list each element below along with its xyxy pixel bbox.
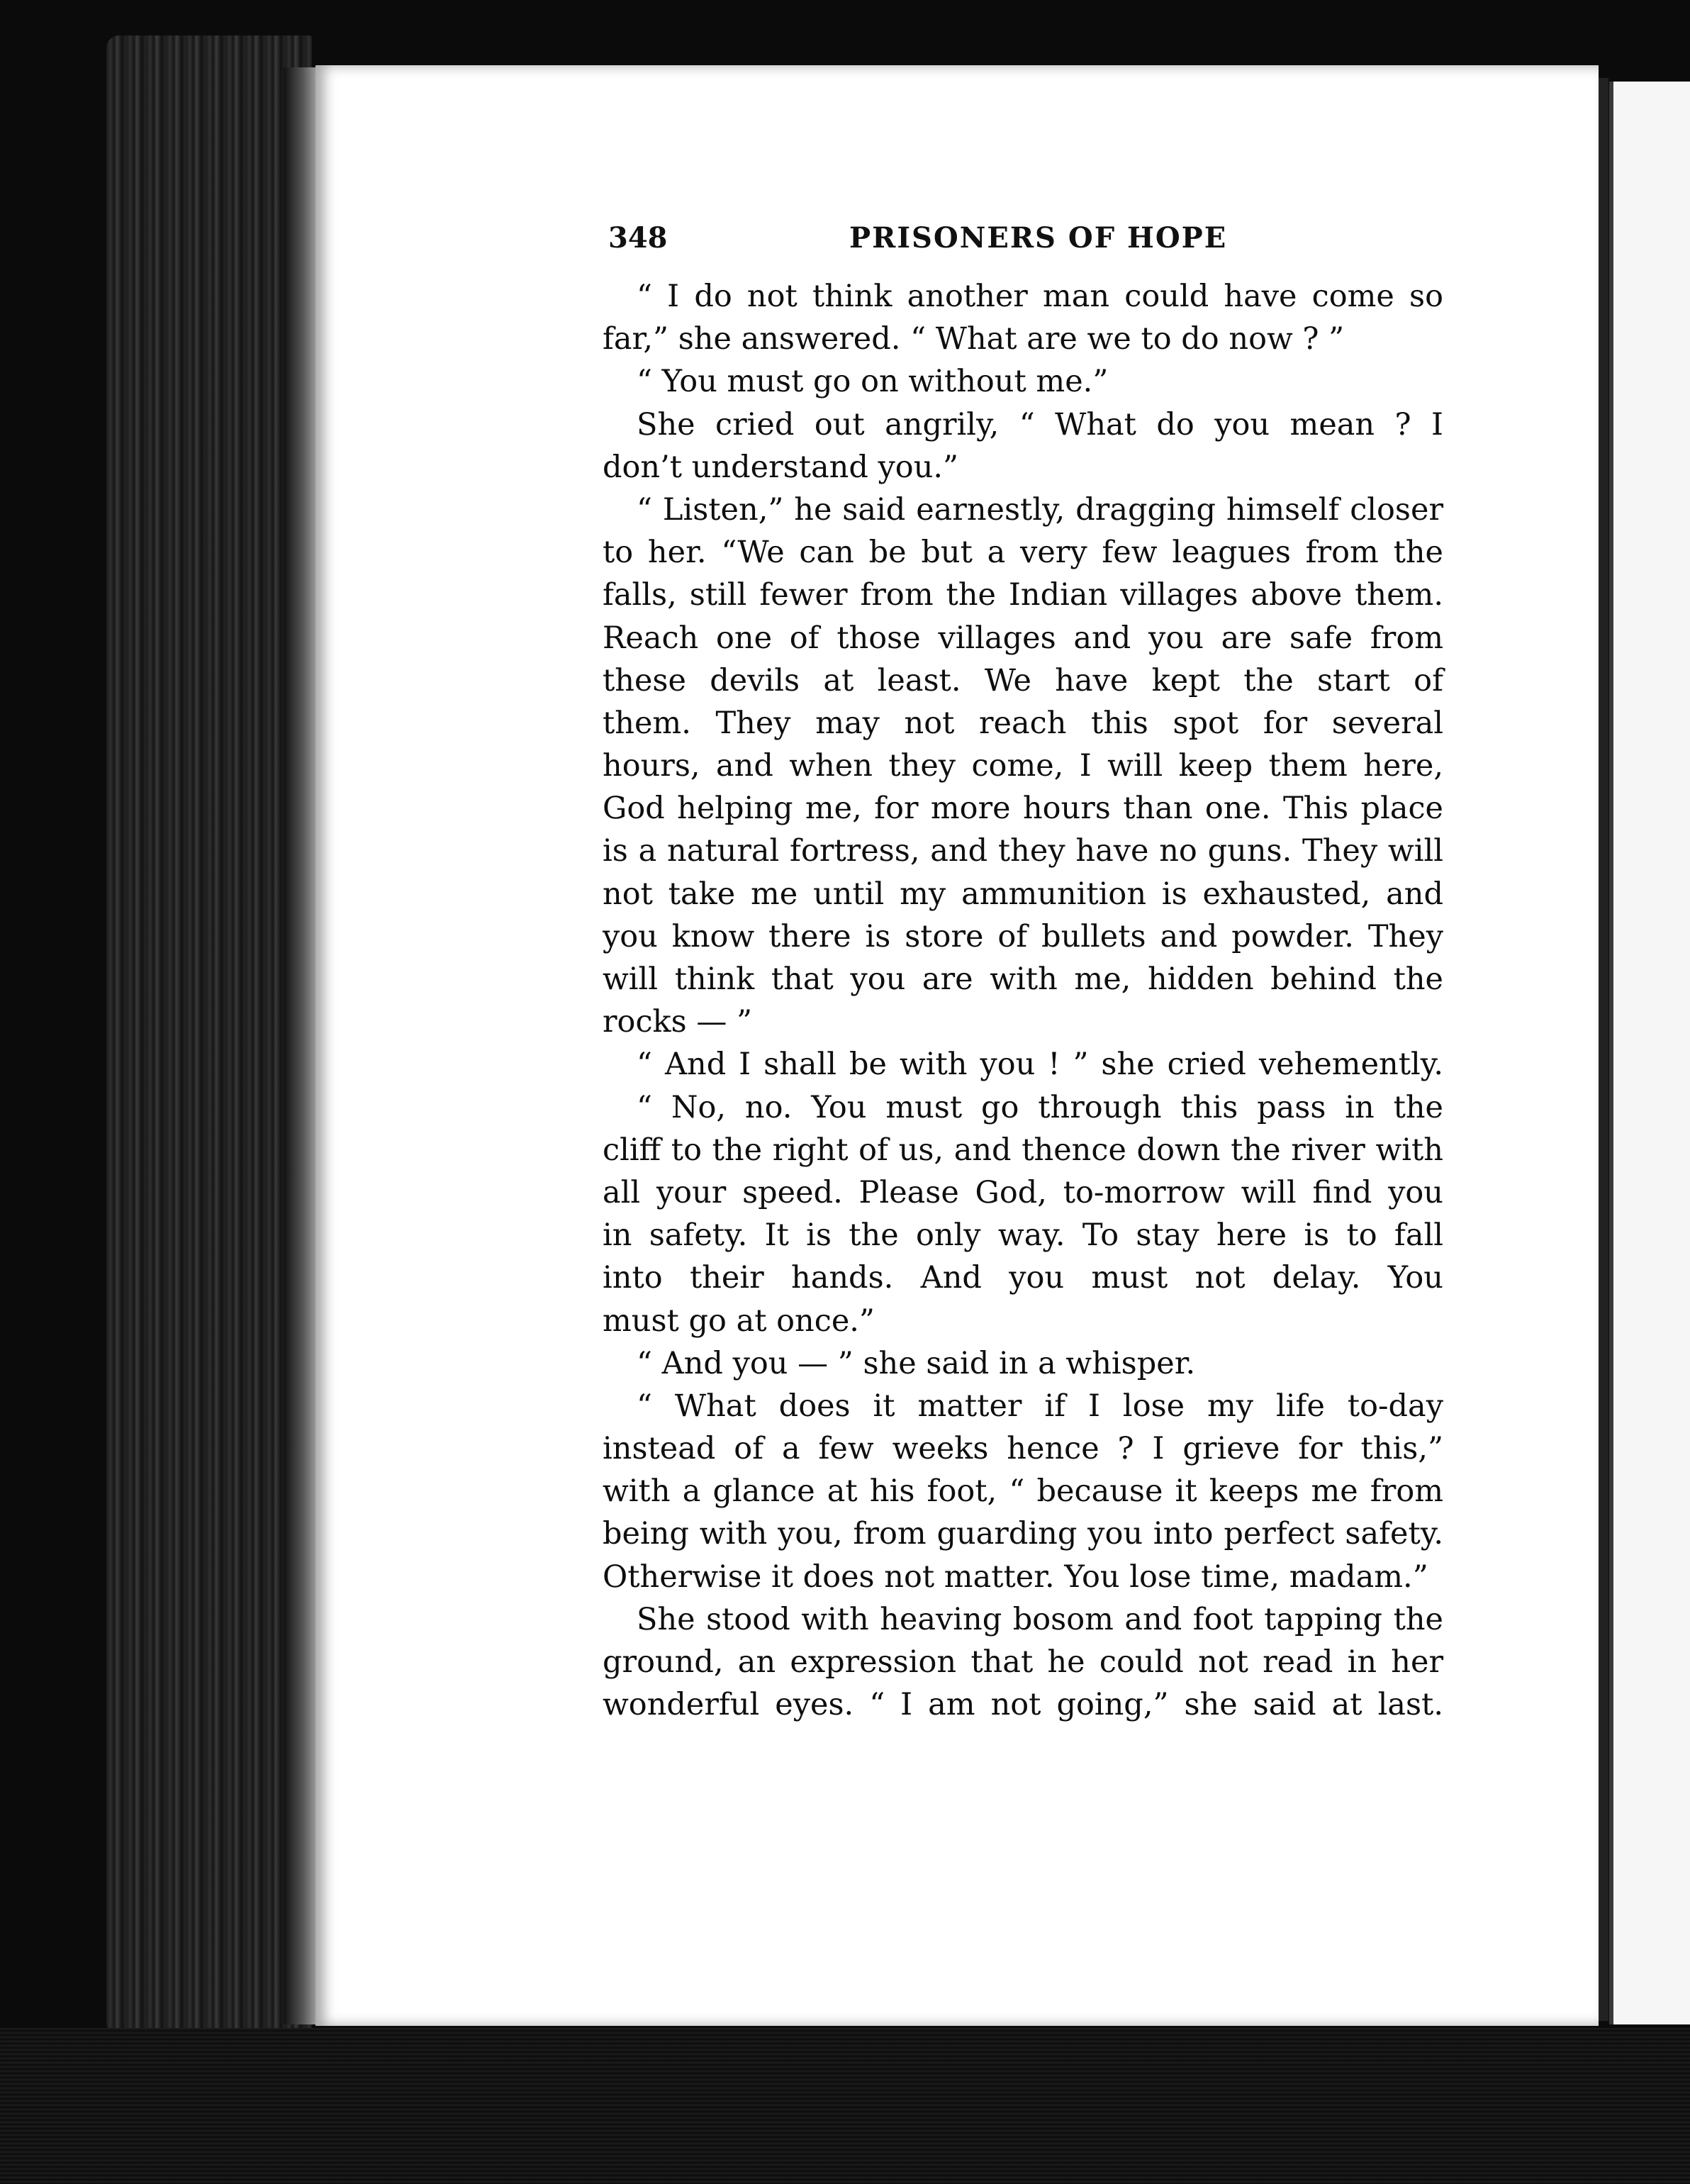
text-line: “ And I shall be with you ! ” she cried vehemently.: [637, 1047, 1443, 1083]
text-line: She cried out angrily, “ What do you mean ? I: [637, 406, 1443, 442]
text-line: Otherwise it does not matter. You lose time, madam.”: [603, 1559, 1428, 1595]
text-line: instead of a few weeks hence ? I grieve for this,”: [603, 1431, 1443, 1467]
text-line: is a natural fortress, and they have no guns. They will: [603, 833, 1443, 869]
running-head: [608, 221, 1416, 264]
text-line: “ And you — ” she said in a whisper.: [637, 1345, 1196, 1381]
text-line: them. They may not reach this spot for several: [603, 705, 1443, 741]
text-line: far,” she answered. “ What are we to do now ? ”: [603, 321, 1345, 357]
text-line: all your speed. Please God, to-morrow will find you: [603, 1174, 1443, 1210]
text-line: “ You must go on without me.”: [637, 364, 1109, 400]
text-line: these devils at least. We have kept the start of: [603, 662, 1443, 698]
running-title: PRISONERS OF HOPE: [849, 221, 1228, 255]
text-line: “ Listen,” he said earnestly, dragging himself closer: [637, 491, 1443, 528]
text-line: falls, still fewer from the Indian villages above them.: [603, 577, 1443, 613]
text-line: Reach one of those villages and you are safe from: [603, 620, 1443, 656]
text-line: don’t understand you.”: [603, 449, 959, 485]
text-line: cliff to the right of us, and thence down the river with: [603, 1132, 1443, 1168]
text-line: into their hands. And you must not delay. You: [603, 1260, 1443, 1296]
book-spine-edge: [106, 35, 312, 2042]
text-line: hours, and when they come, I will keep them here,: [603, 748, 1443, 784]
text-line: She stood with heaving bosom and foot tapping the: [637, 1601, 1443, 1637]
text-line: not take me until my ammunition is exhausted, and: [603, 876, 1443, 912]
text-line: ground, an expression that he could not read in her: [603, 1644, 1443, 1680]
text-line: “ What does it matter if I lose my life to-day: [637, 1388, 1443, 1424]
text-line: “ I do not think another man could have come so: [637, 279, 1443, 314]
text-line: you know there is store of bullets and powder. They: [603, 918, 1443, 954]
text-line: “ No, no. You must go through this pass in the: [637, 1089, 1443, 1125]
scan-bottom-background: [0, 2028, 1690, 2184]
text-line: must go at once.”: [603, 1303, 875, 1339]
text-line: will think that you are with me, hidden behind the: [603, 962, 1443, 997]
text-line: wonderful eyes. “ I am not going,” she said at last.: [603, 1687, 1443, 1723]
text-line: rocks — ”: [603, 1004, 752, 1040]
page-number: 348: [608, 221, 668, 255]
text-line: being with you, from guarding you into perfect safety.: [603, 1516, 1443, 1552]
text-line: in safety. It is the only way. To stay here is to fall: [603, 1218, 1443, 1254]
body-text: [603, 275, 1443, 1726]
text-line: with a glance at his foot, “ because it keeps me from: [603, 1473, 1443, 1510]
next-page-sliver: [1609, 82, 1690, 2024]
text-line: to her. “We can be but a very few leagues from the: [603, 535, 1443, 571]
text-line: God helping me, for more hours than one. This place: [603, 791, 1443, 827]
page-right-edge: [1599, 78, 1608, 2021]
